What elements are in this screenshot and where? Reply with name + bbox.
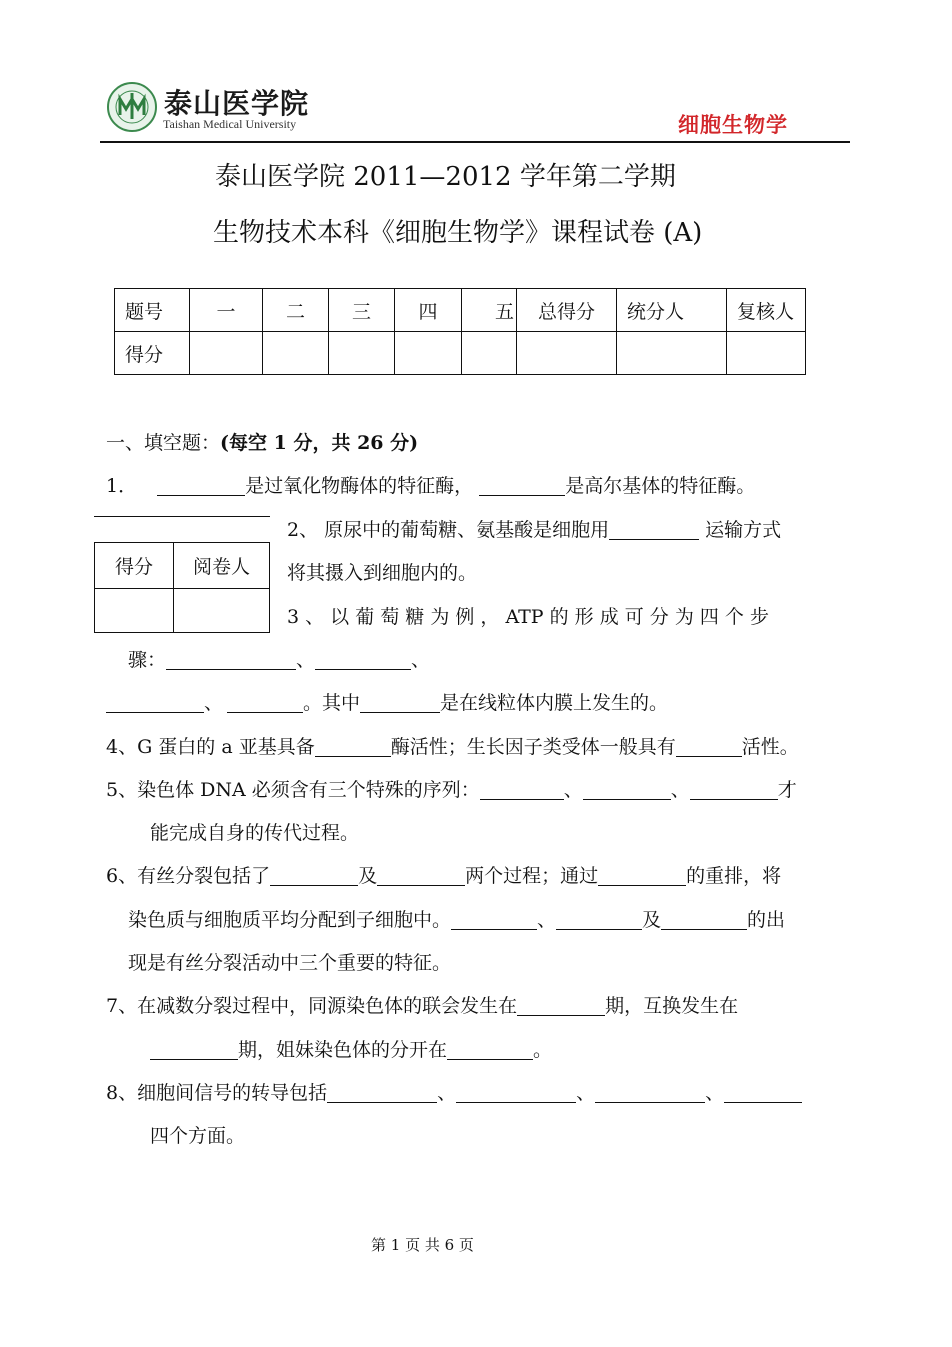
q2-text-a: 2、 原尿中的葡萄糖、氨基酸是细胞用 (287, 519, 610, 541)
answer-blank[interactable] (661, 909, 747, 930)
answer-blank[interactable] (690, 779, 778, 800)
score-cell: 统分人 (617, 289, 727, 332)
answer-blank[interactable] (166, 649, 296, 670)
q5-text-b: 才 (777, 779, 797, 801)
q6-text-c: 两个过程；通过 (465, 865, 599, 887)
score-table (114, 288, 806, 375)
score-empty-cell (395, 332, 462, 375)
page-footer: 第 1 页 共 6 页 (371, 1236, 474, 1254)
exam-title-line1: 泰山医学院 2011—2012 学年第二学期 (215, 162, 676, 192)
q3-sep: 、 (411, 649, 431, 671)
answer-blank[interactable] (556, 909, 642, 930)
question-7-line2 (150, 1038, 552, 1062)
question-7-line1 (106, 994, 738, 1018)
q6-text-b: 及 (358, 865, 378, 887)
answer-blank[interactable] (724, 1082, 802, 1103)
q1-text-a: 是过氧化物酶体的特征酶， (245, 475, 474, 497)
q1-text-b: 是高尔基体的特征酶。 (565, 475, 756, 497)
section-heading (106, 431, 418, 455)
university-logo-icon (106, 81, 158, 133)
answer-blank[interactable] (479, 475, 565, 496)
q6-text-l2b: 及 (642, 909, 662, 931)
q4-text-b: 酶活性；生长因子类受体一般具有 (390, 736, 676, 758)
subject-label: 细胞生物学 (678, 113, 788, 137)
q3-text-end: 。其中 (303, 692, 361, 714)
section-heading-text: 一、填空题： (106, 432, 221, 454)
q5-text-a: 5、染色体 DNA 必须含有三个特殊的序列： (106, 779, 480, 801)
answer-blank[interactable] (315, 649, 411, 670)
score-cell: 三 (329, 289, 395, 332)
answer-blank[interactable] (676, 736, 742, 757)
answer-blank[interactable] (327, 1082, 437, 1103)
answer-blank[interactable] (583, 779, 671, 800)
exam-title-line2: 生物技术本科《细胞生物学》课程试卷 (A) (213, 218, 703, 248)
answer-blank[interactable] (447, 1039, 533, 1060)
answer-blank[interactable] (315, 736, 391, 757)
score-cell: 一 (190, 289, 263, 332)
score-empty-cell (617, 332, 727, 375)
score-table-header-row (115, 289, 806, 332)
question-2-line2: 将其摄入到细胞内的。 (287, 562, 478, 584)
question-5-line1 (106, 778, 797, 802)
score-cell: 五 (462, 289, 517, 332)
question-6-line2 (128, 908, 785, 932)
q6-text-l2c: 的出 (747, 909, 786, 931)
question-3-line3 (106, 691, 668, 715)
answer-blank[interactable] (227, 692, 303, 713)
question-6-line3: 现是有丝分裂活动中三个重要的特征。 (128, 952, 452, 974)
q1-number: 1． (106, 475, 138, 497)
grader-col2: 阅卷人 (174, 543, 270, 589)
question-6-line1 (106, 864, 781, 888)
q6-text-d: 的重排，将 (686, 865, 782, 887)
score-empty-cell (329, 332, 395, 375)
score-row-label: 得分 (115, 332, 190, 375)
q3-sep: 、 (204, 692, 224, 714)
q8-sep: 、 (437, 1082, 457, 1104)
score-empty-cell (190, 332, 263, 375)
grader-table (94, 542, 270, 633)
q4-text-a: 4、G 蛋白的 a 亚基具备 (106, 736, 315, 758)
q4-text-c: 活性。 (741, 736, 799, 758)
score-empty-cell (517, 332, 617, 375)
answer-blank[interactable] (598, 865, 686, 886)
header-divider (100, 141, 850, 143)
q6-text-l2a: 染色质与细胞质平均分配到子细胞中。 (128, 909, 452, 931)
answer-blank[interactable] (456, 1082, 576, 1103)
q7-text-l2b: 。 (533, 1039, 553, 1061)
q6-sep: 、 (537, 909, 557, 931)
question-8-line2: 四个方面。 (150, 1125, 246, 1147)
question-3-line2 (128, 648, 430, 672)
answer-blank[interactable] (270, 865, 358, 886)
answer-blank[interactable] (609, 519, 699, 540)
answer-blank[interactable] (480, 779, 564, 800)
q8-text-a: 8、细胞间信号的转导包括 (106, 1082, 328, 1104)
grader-empty-cell (95, 589, 174, 633)
q8-sep: 、 (705, 1082, 725, 1104)
answer-blank[interactable] (595, 1082, 705, 1103)
logo-english-name: Taishan Medical University (163, 117, 297, 131)
question-5-line2: 能完成自身的传代过程。 (150, 822, 360, 844)
question-1 (106, 474, 755, 498)
score-empty-cell (263, 332, 329, 375)
q7-text-b: 期，互换发生在 (605, 995, 739, 1017)
answer-blank[interactable] (150, 1039, 238, 1060)
q7-text-l2a: 期，姐妹染色体的分开在 (238, 1039, 448, 1061)
answer-blank[interactable] (377, 865, 465, 886)
grader-header-row (95, 543, 270, 589)
score-table-score-row (115, 332, 806, 375)
logo-chinese-name: 泰山医学院 (164, 87, 310, 120)
question-4 (106, 735, 799, 759)
answer-blank[interactable] (517, 995, 605, 1016)
answer-blank[interactable] (360, 692, 440, 713)
section-heading-note: (每空 1 分，共 26 分) (220, 432, 419, 454)
score-cell: 题号 (115, 289, 190, 332)
answer-blank[interactable] (451, 909, 537, 930)
q2-text-b: 运输方式 (705, 519, 782, 541)
score-empty-cell (462, 332, 517, 375)
grader-col1: 得分 (95, 543, 174, 589)
q3-sep: 、 (296, 649, 316, 671)
grader-empty-row (95, 589, 270, 633)
answer-blank[interactable] (106, 692, 204, 713)
score-cell: 四 (395, 289, 462, 332)
score-cell: 总得分 (517, 289, 617, 332)
q3-text-tail: 是在线粒体内膜上发生的。 (440, 692, 669, 714)
question-8-line1 (106, 1081, 802, 1105)
q8-sep: 、 (576, 1082, 596, 1104)
q3-step-label: 骤： (128, 649, 167, 671)
q5-sep: 、 (670, 779, 690, 801)
question-3-line1: 3 、 以 葡 萄 糖 为 例 ， ATP 的 形 成 可 分 为 四 个 步 (287, 606, 769, 628)
q7-text-a: 7、在减数分裂过程中，同源染色体的联会发生在 (106, 995, 518, 1017)
score-cell: 二 (263, 289, 329, 332)
score-empty-cell (727, 332, 806, 375)
score-cell: 复核人 (727, 289, 806, 332)
question-2-line1 (287, 518, 781, 542)
grader-top-rule (94, 516, 270, 517)
answer-blank[interactable] (157, 475, 245, 496)
grader-empty-cell (174, 589, 270, 633)
q5-sep: 、 (563, 779, 583, 801)
q6-text-a: 6、有丝分裂包括了 (106, 865, 271, 887)
